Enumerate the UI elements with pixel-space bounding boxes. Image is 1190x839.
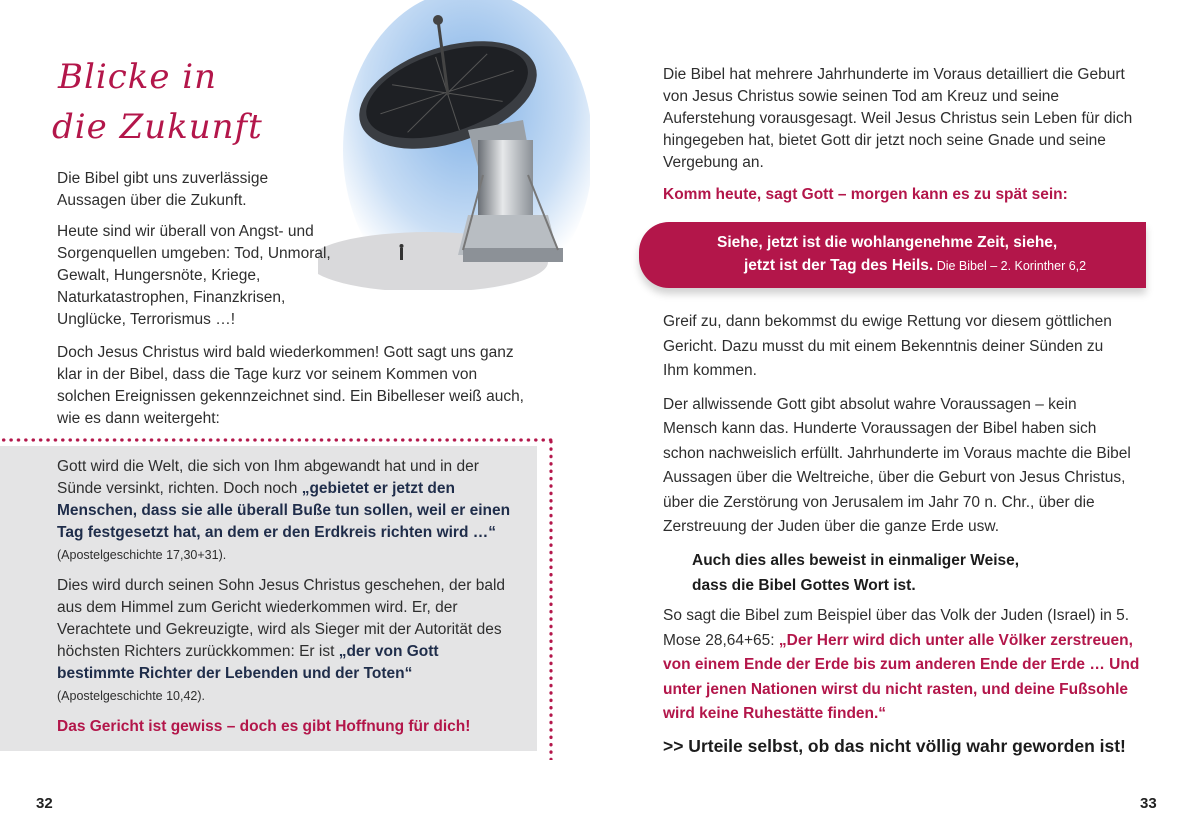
box-content xyxy=(57,456,517,747)
box-p1-reference: (Apostelgeschichte 17,30+31). xyxy=(57,548,227,562)
box-p1-text: Gott wird die Welt, die sich von Ihm abgewandt hat und in der Sünde versinkt, richten. Doch noch xyxy=(57,458,479,497)
page-number-left: 32 xyxy=(36,795,53,812)
scripture-banner xyxy=(639,222,1146,288)
box-paragraph-1 xyxy=(57,456,517,566)
intro-paragraph-3: Doch Jesus Christus wird bald wiederkommen! Gott sagt uns ganz klar in der Bibel, dass die Tage kurz vor seinem Kommen von solchen Ereignissen gekennzeichnet sind. Ein Bibelleser weiß auch, wie es dann weitergeht: xyxy=(57,344,524,427)
emphasis-line-2: dass die Bibel Gottes Wort ist. xyxy=(692,577,916,594)
banner-line-1: Siehe, jetzt ist die wohlangenehme Zeit, siehe, xyxy=(717,234,1058,251)
box-paragraph-3: Das Gericht ist gewiss – doch es gibt Hoffnung für dich! xyxy=(57,718,471,735)
page-title xyxy=(52,52,328,152)
intro-paragraph-2: Heute sind wir überall von Angst- und Sorgenquellen umgeben: Tod, Unmoral, Gewalt, Hungersnöte, Kriege, Naturkatastrophen, Finanzkrisen, Unglücke, Terrorismus …! xyxy=(57,223,331,328)
emphasis-statement xyxy=(692,548,1132,598)
emphasis-line-1: Auch dies alles beweist in einmaliger Weise, xyxy=(692,552,1020,569)
right-paragraph-4 xyxy=(663,604,1143,727)
dotted-border-right xyxy=(549,438,553,760)
right-page xyxy=(595,0,1190,839)
p4-quote: „Der Herr wird dich unter alle Völker zerstreuen, von einem Ende der Erde bis zum anderen Ende der Erde … Und unter jenen Nationen wirst du nicht rasten, und deine Fußsohle wird keine Ruhestätte finden.“ xyxy=(663,631,1140,722)
page-number-right: 33 xyxy=(1140,795,1157,812)
intro-paragraph-1: Die Bibel gibt uns zuverlässige Aussagen über die Zukunft. xyxy=(57,170,269,209)
judgment-box xyxy=(0,438,553,760)
banner-line-2-text: jetzt ist der Tag des Heils. xyxy=(744,257,934,274)
right-paragraph-2: Greif zu, dann bekommst du ewige Rettung vor diesem göttlichen Gericht. Dazu musst du mit einem Bekenntnis deiner Sünden zu Ihm kommen. xyxy=(663,313,1112,379)
box-p2-quote: „der von Gott bestimmte Richter der Lebenden und der Toten“ xyxy=(57,643,439,682)
box-p2-text: Dies wird durch seinen Sohn Jesus Christus geschehen, der bald aus dem Himmel zum Gericht wiederkommen wird. Er, der Verachtete und Gekreuzigte, wird als Sieger mit der Autorität des höchsten Richters zurückkommen: Er ist xyxy=(57,577,506,660)
closing-statement: >> Urteile selbst, ob das nicht völlig wahr geworden ist! xyxy=(663,736,1126,756)
title-line-1: Blicke in xyxy=(58,57,218,97)
p4-text: So sagt die Bibel zum Beispiel über das Volk der Juden (Israel) in 5. Mose 28,64+65: xyxy=(663,607,1130,649)
right-paragraphs-middle xyxy=(663,310,1133,549)
box-p2-reference: (Apostelgeschichte 10,42). xyxy=(57,689,206,703)
box-paragraph-2 xyxy=(57,575,517,707)
dotted-border-top xyxy=(0,438,553,442)
radio-telescope-image xyxy=(318,0,590,290)
title-line-2: die Zukunft xyxy=(52,107,263,147)
box-p1-quote: „gebietet er jetzt den Menschen, dass sie alle überall Buße tun sollen, weil er einen Tag festgesetzt hat, an dem er den Erdkreis richten wird …“ xyxy=(57,480,511,541)
right-paragraph-3: Der allwissende Gott gibt absolut wahre Voraussagen – kein Mensch kann das. Hunderte Voraussagen der Bibel haben sich schon nachweislich erfüllt. Jahrhunderte im Voraus machte die Bibel Aussagen über die Weltreiche, über die Geburt von Jesus Christus, über die Zerstörung von Jerusalem im Jahr 70 n. Chr., über die Zerstreuung der Juden über die ganze Erde usw. xyxy=(663,395,1131,535)
banner-line-2 xyxy=(744,255,1086,277)
call-to-action: Komm heute, sagt Gott – morgen kann es zu spät sein: xyxy=(663,186,1068,203)
banner-reference: Die Bibel – 2. Korinther 6,2 xyxy=(933,259,1087,273)
right-paragraph-1: Die Bibel hat mehrere Jahrhunderte im Voraus detailliert die Geburt von Jesus Christus sowie seinen Tod am Kreuz und seine Auferstehung vorausgesagt. Weil Jesus Christus sein Leben für dich hingegeben hat, bietet Gott dir jetzt noch seine Gnade und seine Vergebung an. xyxy=(663,66,1133,171)
